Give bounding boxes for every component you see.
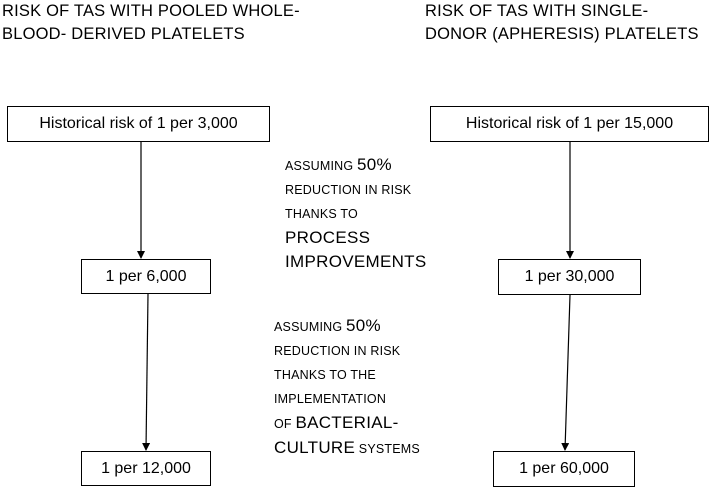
process-note-line-3: THANKS TO [285, 207, 358, 221]
apheresis-after-culture-box: 1 per 60,000 [493, 451, 635, 487]
pooled-historical-risk-box: Historical risk of 1 per 3,000 [7, 106, 270, 142]
pooled-platelets-heading-line-2: BLOOD- DERIVED PLATELETS [2, 25, 245, 43]
apheresis-platelets-heading [425, 0, 699, 46]
culture-note-systems: SYSTEMS [355, 442, 420, 456]
process-improvement-note [285, 153, 427, 274]
culture-note-line-4: IMPLEMENTATION [274, 392, 387, 406]
culture-note-line-2: REDUCTION IN RISK [274, 344, 401, 358]
pooled-after-culture-box: 1 per 12,000 [81, 451, 211, 486]
culture-note-of: OF [274, 417, 296, 431]
apheresis-historical-risk-box: Historical risk of 1 per 15,000 [430, 106, 709, 142]
pooled-after-process-box: 1 per 6,000 [81, 259, 211, 294]
culture-note-percent: 50% [345, 316, 381, 335]
process-note-line-5: IMPROVEMENTS [285, 252, 427, 271]
pooled-platelets-heading [2, 0, 300, 46]
apheresis-after-process-box: 1 per 30,000 [498, 259, 641, 295]
culture-note-line-6 [274, 436, 420, 461]
culture-note-assuming: ASSUMING [274, 320, 346, 334]
bacterial-culture-note [274, 314, 420, 461]
arrow-left-2-to-3 [146, 294, 148, 450]
pooled-platelets-heading-line-1: RISK OF TAS WITH POOLED WHOLE- [2, 2, 300, 20]
process-note-line-2: REDUCTION IN RISK [285, 183, 412, 197]
culture-note-line-5 [274, 411, 420, 436]
apheresis-platelets-heading-line-1: RISK OF TAS WITH SINGLE- [425, 2, 649, 20]
arrow-right-2-to-3 [565, 295, 570, 450]
process-note-line-1 [285, 153, 427, 178]
culture-note-culture: CULTURE [274, 438, 356, 457]
process-note-assuming: ASSUMING [285, 159, 357, 173]
culture-note-bacterial: BACTERIAL- [295, 413, 399, 432]
culture-note-line-1 [274, 314, 420, 339]
culture-note-line-3: THANKS TO THE [274, 368, 376, 382]
process-note-line-4: PROCESS [285, 228, 371, 247]
process-note-percent: 50% [356, 155, 392, 174]
apheresis-platelets-heading-line-2: DONOR (APHERESIS) PLATELETS [425, 25, 699, 43]
